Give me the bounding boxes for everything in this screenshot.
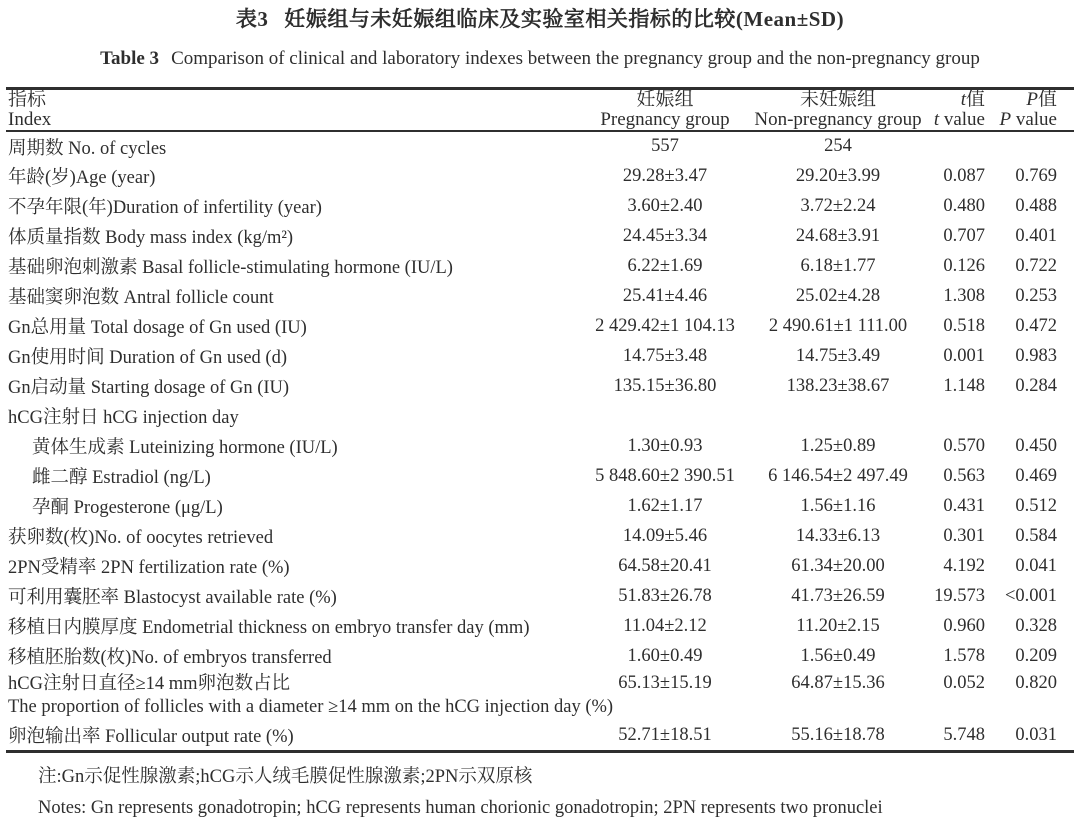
non-pregnancy-group-value: 24.68±3.91: [795, 225, 881, 246]
table-header-row: [6, 89, 1074, 132]
table-row: [6, 371, 1074, 401]
row-label: [6, 581, 576, 611]
row-label: [6, 341, 576, 371]
t-value: 0.087: [943, 165, 985, 186]
table-row: [6, 401, 1074, 431]
table-row: [6, 431, 1074, 461]
pregnancy-group-value: 3.60±2.40: [627, 195, 703, 216]
non-pregnancy-group-value: 254: [824, 136, 852, 156]
pregnancy-group-value: 14.09±5.46: [622, 525, 708, 546]
table-row: [6, 461, 1074, 491]
p-value: 0.488: [1015, 195, 1057, 216]
row-label-line1: hCG注射日直径≥14 mm卵泡数占比: [8, 674, 291, 694]
row-label: [6, 251, 576, 281]
row-label: [6, 721, 576, 751]
p-value: 0.584: [1015, 525, 1057, 546]
non-pregnancy-group-value: 11.20±2.15: [796, 615, 880, 636]
non-pregnancy-group-value: 14.75±3.49: [795, 345, 881, 366]
row-label: [6, 491, 576, 521]
row-label-line1: 移植胚胎数(枚)No. of embryos transferred: [8, 648, 332, 668]
pregnancy-group-value: 64.58±20.41: [618, 555, 712, 576]
table-row: [6, 611, 1074, 641]
row-label: [6, 671, 614, 721]
p-value: 0.284: [1015, 375, 1057, 396]
non-pregnancy-group-value: 25.02±4.28: [795, 285, 881, 306]
t-value: 0.001: [943, 345, 985, 366]
t-value: 19.573: [934, 585, 985, 606]
t-symbol: t: [960, 89, 966, 110]
p-value: 0.209: [1015, 645, 1057, 666]
p-symbol: P: [1026, 89, 1038, 110]
non-pregnancy-group-value: 29.20±3.99: [795, 165, 881, 186]
non-pregnancy-group-value: 6 146.54±2 497.49: [768, 465, 908, 486]
t-en: value: [939, 109, 985, 130]
row-label: [6, 461, 576, 491]
row-label-line1: hCG注射日 hCG injection day: [8, 408, 239, 428]
table-row: [6, 521, 1074, 551]
row-label-line1: 雌二醇 Estradiol (ng/L): [32, 468, 211, 488]
row-label-line1: 基础窦卵泡数 Antral follicle count: [8, 288, 274, 308]
table-row: [6, 641, 1074, 671]
row-label-line1: 不孕年限(年)Duration of infertility (year): [8, 198, 322, 218]
table-title-cn: [0, 5, 1080, 33]
non-pregnancy-group-value: 138.23±38.67: [786, 375, 890, 396]
table-row: [6, 341, 1074, 371]
p-value: [998, 401, 1074, 431]
table-row: [6, 671, 1074, 721]
row-label-line1: 黄体生成素 Luteinizing hormone (IU/L): [32, 438, 338, 458]
non-pregnancy-group-value: 3.72±2.24: [800, 195, 876, 216]
non-pregnancy-group-value: 61.34±20.00: [791, 555, 885, 576]
row-label-line1: 孕酮 Progesterone (μg/L): [32, 498, 223, 518]
t-value: 0.518: [943, 315, 985, 336]
row-label: [6, 371, 576, 401]
t-value: 0.707: [943, 225, 985, 246]
row-label-line1: 可利用囊胚率 Blastocyst available rate (%): [8, 588, 337, 608]
row-label: [6, 551, 576, 581]
t-value: 4.192: [943, 555, 985, 576]
row-label: [6, 521, 576, 551]
non-pregnancy-group-value: 1.56±1.16: [800, 495, 876, 516]
row-label: [6, 281, 576, 311]
table-title-cn-text: 妊娠组与未妊娠组临床及实验室相关指标的比较(Mean±SD): [284, 7, 845, 31]
t-value: [922, 401, 998, 431]
non-pregnancy-group-value: 6.18±1.77: [800, 255, 876, 276]
t-value: 0.480: [943, 195, 985, 216]
row-label-line1: Gn总用量 Total dosage of Gn used (IU): [8, 318, 307, 338]
table-row: [6, 581, 1074, 611]
t-value: 1.148: [943, 375, 985, 396]
table-title-en-label: Table 3: [100, 48, 160, 69]
non-pregnancy-group-value: 1.25±0.89: [800, 435, 876, 456]
pregnancy-group-value: 5 848.60±2 390.51: [595, 465, 735, 486]
row-label-line2: The proportion of follicles with a diameter ≥14 mm on the hCG injection day (%): [8, 697, 614, 717]
t-value: 0.052: [943, 673, 985, 693]
pregnancy-group-value: 14.75±3.48: [622, 345, 708, 366]
p-value: <0.001: [1004, 585, 1057, 606]
row-label-line1: 年龄(岁)Age (year): [8, 168, 156, 188]
col-header-non-pregnancy-cn: 未妊娠组: [799, 89, 876, 110]
pregnancy-group-value: 24.45±3.34: [622, 225, 708, 246]
table-row: [6, 161, 1074, 191]
pregnancy-group-value: [576, 401, 754, 431]
comparison-table: [6, 87, 1074, 753]
p-value: 0.983: [1015, 345, 1057, 366]
t-value: 0.563: [943, 465, 985, 486]
p-value: 0.769: [1015, 165, 1057, 186]
table-note-en: Notes: Gn represents gonadotropin; hCG represents human chorionic gonadotropin; 2PN represents two pronuclei: [38, 797, 883, 818]
table-row: [6, 491, 1074, 521]
row-label: [6, 611, 576, 641]
t-value: 0.960: [943, 615, 985, 636]
non-pregnancy-group-value: 14.33±6.13: [795, 525, 881, 546]
col-header-index-en: Index: [8, 109, 52, 130]
non-pregnancy-group-value: 41.73±26.59: [791, 585, 885, 606]
t-value: 0.301: [943, 525, 985, 546]
row-label: [6, 221, 576, 251]
row-label-line1: 体质量指数 Body mass index (kg/m²): [8, 228, 294, 248]
p-value: 0.820: [1015, 673, 1057, 693]
t-cn: 值: [965, 89, 985, 110]
table-row: [6, 721, 1074, 751]
row-label: [6, 401, 576, 431]
col-header-pregnancy: [576, 89, 754, 132]
p-value: 0.401: [1015, 225, 1057, 246]
table-row: [6, 311, 1074, 341]
p-value: 0.253: [1015, 285, 1057, 306]
row-label-line1: Gn启动量 Starting dosage of Gn (IU): [8, 378, 290, 398]
row-label: [6, 431, 576, 461]
t-value: 0.126: [943, 255, 985, 276]
row-label: [6, 191, 576, 221]
pregnancy-group-value: 557: [651, 136, 679, 156]
row-label-line1: 2PN受精率 2PN fertilization rate (%): [8, 558, 290, 578]
pregnancy-group-value: 25.41±4.46: [622, 285, 708, 306]
table-title-cn-label: 表3: [235, 7, 269, 31]
pregnancy-group-value: 135.15±36.80: [613, 375, 717, 396]
p-value: 0.041: [1015, 555, 1057, 576]
non-pregnancy-group-value: 55.16±18.78: [791, 724, 885, 745]
row-label: [6, 311, 576, 341]
col-header-index-cn: 指标: [8, 89, 47, 110]
col-header-index: [6, 89, 576, 132]
t-value: 0.431: [943, 495, 985, 516]
col-header-non-pregnancy-en: Non-pregnancy group: [754, 109, 922, 130]
table-row: [6, 281, 1074, 311]
row-label: [6, 641, 576, 671]
table-title-en-text: Comparison of clinical and laboratory indexes between the pregnancy group and the non-pregnancy group: [171, 48, 980, 69]
table-row: [6, 131, 1074, 161]
p-value: 0.512: [1015, 495, 1057, 516]
pregnancy-group-value: 51.83±26.78: [618, 585, 712, 606]
pregnancy-group-value: 6.22±1.69: [627, 255, 703, 276]
row-label-line1: 周期数 No. of cycles: [8, 138, 167, 159]
col-header-non-pregnancy: [754, 89, 922, 132]
t-value: 0.570: [943, 435, 985, 456]
row-label-line1: 基础卵泡刺激素 Basal follicle-stimulating hormone (IU/L): [8, 258, 453, 278]
p-symbol: P: [999, 109, 1012, 130]
table-row: [6, 191, 1074, 221]
p-value: 0.722: [1015, 255, 1057, 276]
col-header-pregnancy-cn: 妊娠组: [636, 89, 694, 110]
pregnancy-group-value: 1.30±0.93: [627, 435, 703, 456]
table-note-cn: 注:Gn示促性腺激素;hCG示人绒毛膜促性腺激素;2PN示双原核: [38, 766, 533, 787]
col-header-t-value: [922, 89, 998, 132]
pregnancy-group-value: 1.60±0.49: [627, 645, 703, 666]
pregnancy-group-value: 1.62±1.17: [627, 495, 703, 516]
row-label-line1: Gn使用时间 Duration of Gn used (d): [8, 348, 287, 368]
row-label-line1: 卵泡输出率 Follicular output rate (%): [8, 727, 294, 748]
table-body: [6, 131, 1074, 751]
row-label-line1: 获卵数(枚)No. of oocytes retrieved: [8, 528, 274, 548]
row-label: [6, 131, 576, 161]
t-value: 1.578: [943, 645, 985, 666]
pregnancy-group-value: 29.28±3.47: [622, 165, 708, 186]
non-pregnancy-group-value: 2 490.61±1 111.00: [768, 315, 908, 336]
p-value: 0.472: [1015, 315, 1057, 336]
p-value: [998, 131, 1074, 161]
table-header: [6, 89, 1074, 132]
p-value: 0.328: [1015, 615, 1057, 636]
table-row: [6, 551, 1074, 581]
t-symbol: t: [933, 109, 940, 130]
col-header-pregnancy-en: Pregnancy group: [600, 109, 730, 130]
table-row: [6, 251, 1074, 281]
non-pregnancy-group-value: 1.56±0.49: [800, 645, 876, 666]
p-value: 0.031: [1015, 724, 1057, 745]
t-value: [922, 131, 998, 161]
table-row: [6, 221, 1074, 251]
row-label: [6, 161, 576, 191]
t-value: 5.748: [943, 724, 985, 745]
pregnancy-group-value: 65.13±15.19: [618, 673, 712, 693]
pregnancy-group-value: 2 429.42±1 104.13: [595, 315, 735, 336]
p-cn: 值: [1037, 89, 1057, 110]
pregnancy-group-value: 11.04±2.12: [623, 615, 707, 636]
table-title-en: [0, 46, 1080, 72]
col-header-p-value: [998, 89, 1074, 132]
non-pregnancy-group-value: [754, 401, 922, 431]
p-value: 0.450: [1015, 435, 1057, 456]
p-value: 0.469: [1015, 465, 1057, 486]
t-value: 1.308: [943, 285, 985, 306]
row-label-line1: 移植日内膜厚度 Endometrial thickness on embryo transfer day (mm): [8, 618, 530, 638]
pregnancy-group-value: 52.71±18.51: [618, 724, 712, 745]
non-pregnancy-group-value: 64.87±15.36: [791, 673, 885, 693]
p-en: value: [1011, 109, 1057, 130]
